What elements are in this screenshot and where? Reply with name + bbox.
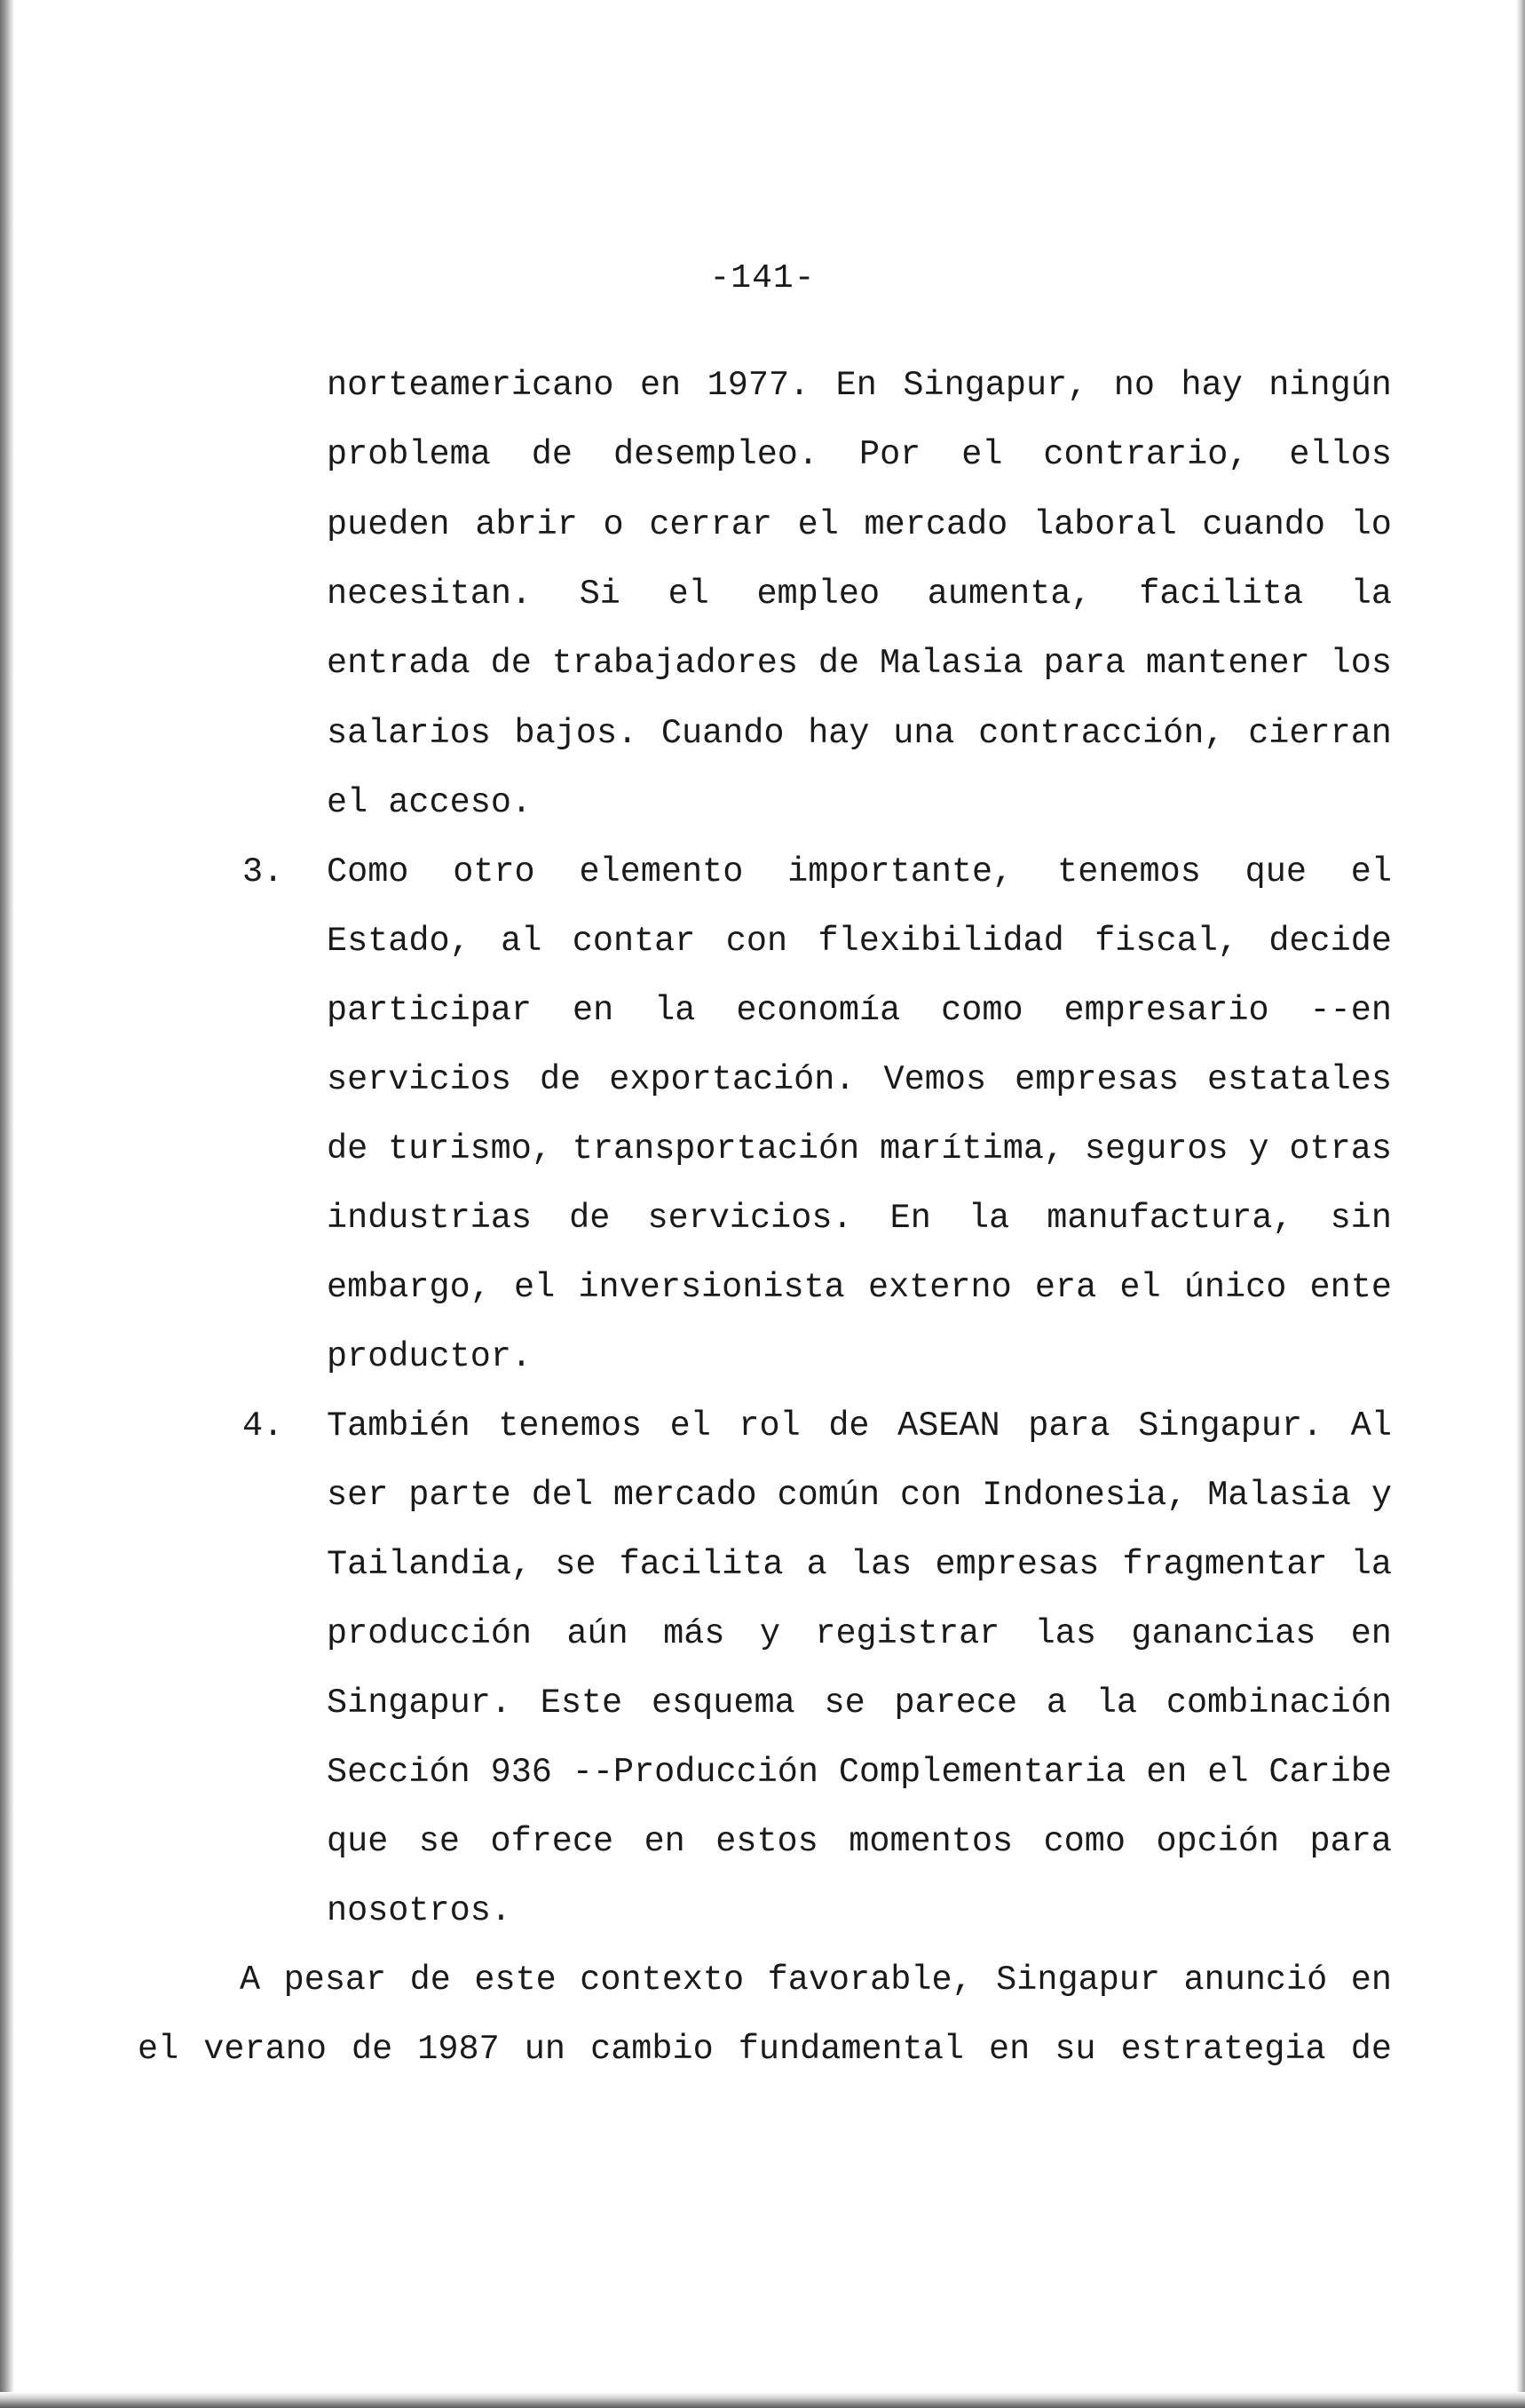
word: Este [540, 1683, 623, 1723]
word: Singapur. [1138, 1406, 1324, 1446]
word: Complementaria [838, 1753, 1126, 1792]
word: como [1043, 1822, 1126, 1861]
text-line [327, 1542, 1392, 1587]
text-line [327, 1265, 1392, 1310]
text-line [138, 2027, 1392, 2071]
page-number: -141- [709, 259, 816, 297]
word: nosotros. [327, 1891, 511, 1930]
word: seguros [1084, 1129, 1229, 1168]
word: del [531, 1476, 593, 1515]
word: cambio [590, 2030, 714, 2069]
word: el [961, 435, 1003, 474]
text-line [327, 572, 1392, 616]
word: manufactura, [1047, 1199, 1293, 1238]
word: Caribe [1268, 1753, 1392, 1792]
word: salarios [327, 714, 491, 753]
word: contrario, [1043, 435, 1249, 474]
text-line [240, 1958, 1392, 2002]
word: 1987 [417, 2030, 500, 2069]
word: otro [453, 852, 535, 891]
word: de [327, 1129, 368, 1168]
word: de [1350, 2030, 1392, 2069]
text-line [327, 1612, 1392, 1656]
text-line [327, 1196, 1392, 1240]
list-number: 3. [242, 852, 284, 891]
word: Por [858, 435, 921, 474]
word: en [1350, 1614, 1392, 1653]
word: industrias [327, 1199, 533, 1238]
word: transportación [572, 1129, 860, 1168]
word: se [418, 1822, 460, 1861]
word: en [644, 1822, 685, 1861]
word: embargo, [327, 1268, 491, 1307]
word: pesar [283, 1960, 387, 2000]
word: combinación [1165, 1683, 1392, 1723]
word: externo [867, 1268, 1012, 1307]
text-line [327, 919, 1392, 963]
scan-edge-left [0, 0, 14, 2408]
word: participar [327, 991, 533, 1030]
word: empresario [1063, 991, 1269, 1030]
word: para [1028, 1406, 1110, 1446]
word: 936 [490, 1753, 552, 1792]
word: hay [808, 714, 870, 753]
word: pueden [327, 505, 450, 544]
text-line [327, 1473, 1392, 1517]
word: productor. [327, 1337, 533, 1376]
word: En [889, 1199, 931, 1238]
word: Singapur. [327, 1683, 511, 1723]
text-line [327, 780, 1392, 825]
word: aún [566, 1614, 628, 1653]
word: empresas [935, 1545, 1100, 1584]
word: la [968, 1199, 1010, 1238]
word: de [409, 1960, 451, 2000]
word: el [1350, 852, 1392, 891]
word: la [1095, 1683, 1138, 1723]
word: Estado, [327, 922, 470, 961]
word: este [474, 1960, 557, 2000]
word: el [514, 1268, 556, 1307]
word: el [668, 574, 709, 614]
word: en [1146, 1753, 1188, 1792]
word: servicios. [647, 1199, 853, 1238]
word: necesitan. [327, 574, 533, 614]
word: Singapur [996, 1960, 1161, 2000]
word: único [1183, 1268, 1287, 1307]
word: acceso. [388, 783, 533, 822]
word: laboral [1032, 505, 1177, 544]
word: el [797, 505, 839, 544]
text-line [327, 1057, 1392, 1102]
word: su [1055, 2030, 1096, 2069]
text-line [327, 1404, 1392, 1448]
word: A [240, 1960, 261, 2000]
word: con [900, 1476, 962, 1515]
word: para [1043, 644, 1126, 683]
word: la [1350, 1545, 1392, 1584]
word: para [1309, 1822, 1392, 1861]
word: decide [1268, 922, 1392, 961]
word: como [941, 991, 1023, 1030]
word: otras [1289, 1129, 1392, 1168]
word: Cuando [660, 714, 785, 753]
word: a [1046, 1683, 1068, 1723]
word: verano [203, 2030, 327, 2069]
word: bajos. [514, 714, 638, 753]
word: el [669, 1406, 711, 1446]
word: lo [1350, 505, 1392, 544]
word: parece [894, 1683, 1018, 1723]
word: producción [327, 1614, 533, 1653]
word: ofrece [490, 1822, 614, 1861]
word: en [573, 991, 614, 1030]
word: sin [1330, 1199, 1392, 1238]
word: opción [1156, 1822, 1280, 1861]
word: la [1350, 574, 1392, 614]
text-line [327, 1681, 1392, 1725]
word: contracción, [978, 714, 1225, 753]
word: economía [736, 991, 901, 1030]
word: y [1248, 1129, 1269, 1168]
word: turismo, [388, 1129, 552, 1168]
word: problema [327, 435, 491, 474]
word: cierran [1248, 714, 1392, 753]
text-line [327, 1889, 1392, 1933]
word: facilita [619, 1545, 784, 1584]
word: el [138, 2030, 179, 2069]
word: ASEAN [897, 1406, 1000, 1446]
text-line [327, 432, 1392, 477]
word: Indonesia, [982, 1476, 1188, 1515]
word: Si [579, 574, 620, 614]
word: de [490, 644, 532, 683]
word: hay [1181, 366, 1243, 405]
word: cuando [1202, 505, 1326, 544]
word: y [759, 1614, 780, 1653]
word: de [818, 644, 860, 683]
word: esquema [651, 1683, 795, 1723]
word: con [725, 922, 788, 961]
scan-edge-bottom [0, 2392, 1525, 2408]
word: el [327, 783, 368, 822]
word: inversionista [578, 1268, 845, 1307]
word: en [639, 366, 682, 405]
text-line [327, 1335, 1392, 1379]
word: que [1244, 852, 1307, 891]
text-line [327, 850, 1392, 894]
word: favorable, [767, 1960, 973, 2000]
word: una [893, 714, 955, 753]
word: anunció [1183, 1960, 1328, 2000]
list-number: 4. [242, 1406, 284, 1446]
word: empresas [1015, 1060, 1179, 1099]
word: las [1034, 1614, 1096, 1653]
word: elemento [579, 852, 744, 891]
word: abrir [475, 505, 578, 544]
text-line [327, 1750, 1392, 1794]
word: que [327, 1822, 389, 1861]
text-line [327, 641, 1392, 685]
word: --Producción [572, 1753, 819, 1792]
word: los [1330, 644, 1392, 683]
word: a [806, 1545, 827, 1584]
word: fundamental [738, 2030, 964, 2069]
word: ser [327, 1476, 389, 1515]
word: mantener [1145, 644, 1310, 683]
word: desempleo. [612, 435, 819, 474]
word: común [777, 1476, 881, 1515]
word: el [1119, 1268, 1161, 1307]
word: en [1350, 1960, 1392, 2000]
word: mercado [612, 1476, 757, 1515]
word: fragmentar [1122, 1545, 1328, 1584]
word: Como [327, 852, 409, 891]
word: servicios [327, 1060, 511, 1099]
word: registrar [815, 1614, 1000, 1653]
word: estos [715, 1822, 818, 1861]
word: la [654, 991, 696, 1030]
word: más [663, 1614, 725, 1653]
word: se [555, 1545, 597, 1584]
word: de [352, 2030, 393, 2069]
scan-edge-right [1516, 0, 1525, 2408]
word: importante, [787, 852, 1014, 891]
word: aumenta, [927, 574, 1092, 614]
word: en [989, 2030, 1031, 2069]
word: Malasia [1207, 1476, 1351, 1515]
word: el [1207, 1753, 1249, 1792]
word: En [835, 366, 877, 405]
word: estatales [1207, 1060, 1392, 1099]
word: contexto [580, 1960, 745, 2000]
word: tenemos [1057, 852, 1201, 891]
word: al [501, 922, 542, 961]
word: Al [1350, 1406, 1392, 1446]
word: de [531, 435, 573, 474]
word: y [1371, 1476, 1392, 1515]
word: entrada [327, 644, 470, 683]
word: de [539, 1060, 581, 1099]
word: empleo [756, 574, 881, 614]
text-line [327, 363, 1392, 408]
word: ningún [1268, 366, 1392, 405]
word: Singapur, [903, 366, 1088, 405]
text-line [327, 988, 1392, 1033]
word: ellos [1289, 435, 1392, 474]
word: o [603, 505, 624, 544]
text-line [327, 711, 1392, 756]
word: exportación. [609, 1060, 856, 1099]
word: fiscal, [1094, 922, 1238, 961]
word: estrategia [1120, 2030, 1326, 2069]
word: Tailandia, [327, 1545, 533, 1584]
word: ganancias [1131, 1614, 1316, 1653]
word: momentos [849, 1822, 1014, 1861]
word: de [569, 1199, 611, 1238]
word: ente [1309, 1268, 1392, 1307]
word: norteamericano [327, 366, 614, 405]
word: no [1113, 366, 1155, 405]
word: facilita [1139, 574, 1304, 614]
word: cerrar [649, 505, 772, 544]
word: un [524, 2030, 566, 2069]
word: --en [1309, 991, 1392, 1030]
word: de [828, 1406, 870, 1446]
word: Malasia [879, 644, 1023, 683]
word: contar [572, 922, 696, 961]
word: trabajadores [551, 644, 798, 683]
word: Sección [327, 1753, 470, 1792]
text-line [327, 1819, 1392, 1864]
text-line [327, 503, 1392, 547]
word: flexibilidad [818, 922, 1064, 961]
word: marítima, [880, 1129, 1065, 1168]
word: tenemos [498, 1406, 643, 1446]
word: rol [739, 1406, 801, 1446]
word: mercado [864, 505, 1008, 544]
word: era [1034, 1268, 1097, 1307]
word: las [849, 1545, 913, 1584]
word: También [327, 1406, 470, 1446]
word: parte [408, 1476, 511, 1515]
word: 1977. [707, 366, 810, 405]
word: Vemos [883, 1060, 987, 1099]
text-line [327, 1127, 1392, 1171]
word: se [824, 1683, 865, 1723]
